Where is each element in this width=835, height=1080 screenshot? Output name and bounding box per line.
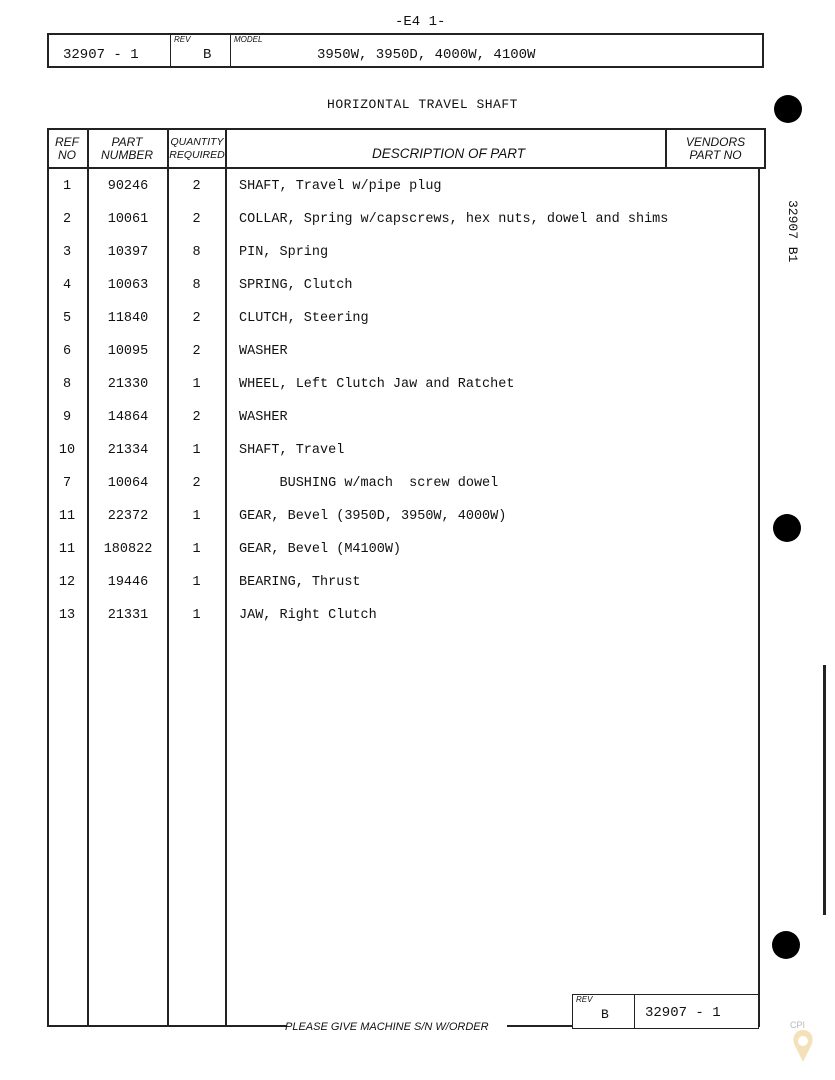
table-row [47, 542, 766, 564]
doc-number: 32907 - 1 [63, 47, 139, 63]
col-header-vendors-line1: VENDORS [685, 135, 746, 149]
col-header-part-line2: NUMBER [100, 148, 153, 162]
row-quantity: 2 [192, 179, 201, 194]
row-part-number: 22372 [107, 509, 149, 524]
row-part-number: 21330 [107, 377, 149, 392]
table-row [47, 377, 766, 399]
row-part-number: 21334 [107, 443, 149, 458]
row-part-number: 21331 [107, 608, 149, 623]
table-row [47, 344, 766, 366]
row-part-number: 10095 [107, 344, 149, 359]
row-description: BUSHING w/mach screw dowel [239, 476, 499, 491]
row-quantity: 1 [192, 443, 201, 458]
row-description: WHEEL, Left Clutch Jaw and Ratchet [239, 377, 515, 392]
rev-cell [171, 35, 231, 66]
table-row [47, 410, 766, 432]
col-header-vendors-line2: PART NO [689, 148, 742, 162]
row-description: JAW, Right Clutch [239, 608, 377, 623]
table-top-border [47, 128, 766, 130]
col-header-ref-line2: NO [58, 148, 76, 162]
table-row [47, 575, 766, 597]
row-ref: 6 [62, 344, 72, 359]
table-row [47, 278, 766, 300]
table-row [47, 443, 766, 465]
footer-doc-number: 32907 - 1 [645, 1005, 721, 1021]
row-ref: 11 [58, 542, 76, 557]
row-ref: 8 [62, 377, 72, 392]
footer-rev-cell [573, 995, 635, 1028]
table-row [47, 608, 766, 630]
margin-mark [823, 665, 826, 915]
row-description: WASHER [239, 344, 288, 359]
row-part-number: 10064 [107, 476, 149, 491]
row-part-number: 11840 [107, 311, 149, 326]
col-header-part-line1: PART [111, 135, 143, 149]
table-header-divider [47, 167, 766, 169]
page-code: -E4 1- [395, 14, 446, 30]
table-row [47, 245, 766, 267]
col-header-description: DESCRIPTION OF PART [372, 146, 526, 161]
row-part-number: 180822 [103, 542, 153, 557]
row-ref: 12 [58, 575, 76, 590]
footer-rev-label: REV [576, 995, 593, 1004]
row-ref: 5 [62, 311, 72, 326]
row-ref: 11 [58, 509, 76, 524]
row-part-number: 14864 [107, 410, 149, 425]
model-cell [231, 35, 764, 66]
row-description: SHAFT, Travel [239, 443, 345, 458]
row-part-number: 10397 [107, 245, 149, 260]
row-ref: 2 [62, 212, 72, 227]
row-ref: 4 [62, 278, 72, 293]
table-row [47, 179, 766, 201]
row-ref: 9 [62, 410, 72, 425]
row-quantity: 2 [192, 344, 201, 359]
row-description: GEAR, Bevel (3950D, 3950W, 4000W) [239, 509, 507, 524]
row-quantity: 2 [192, 311, 201, 326]
col-header-qty [167, 136, 227, 162]
binder-hole-icon [773, 514, 801, 542]
side-stamp: 32907 B1 [785, 200, 800, 263]
table-row [47, 509, 766, 531]
rev-label: REV [174, 35, 191, 44]
col-header-qty-line2: REQUIRED [169, 149, 225, 161]
doc-number-cell [49, 35, 171, 66]
row-ref: 3 [62, 245, 72, 260]
row-description: CLUTCH, Steering [239, 311, 369, 326]
logo-icon [786, 1020, 820, 1070]
row-description: WASHER [239, 410, 288, 425]
table-row [47, 311, 766, 333]
table-row [47, 476, 766, 498]
row-quantity: 2 [192, 212, 201, 227]
row-description: GEAR, Bevel (M4100W) [239, 542, 402, 557]
row-ref: 13 [58, 608, 76, 623]
col-header-ref-line1: REF [55, 135, 79, 149]
table-row [47, 212, 766, 234]
col-header-part [87, 136, 167, 162]
row-quantity: 1 [192, 575, 201, 590]
row-part-number: 19446 [107, 575, 149, 590]
row-ref: 10 [58, 443, 76, 458]
col-header-ref [47, 136, 87, 162]
row-description: SHAFT, Travel w/pipe plug [239, 179, 442, 194]
table-bottom-mid-border [507, 1025, 573, 1027]
parts-table [47, 128, 766, 1027]
row-part-number: 10063 [107, 278, 149, 293]
row-quantity: 2 [192, 476, 201, 491]
row-ref: 1 [62, 179, 72, 194]
row-quantity: 8 [192, 278, 201, 293]
row-ref: 7 [62, 476, 72, 491]
header-box [47, 33, 764, 68]
row-description: BEARING, Thrust [239, 575, 361, 590]
row-quantity: 1 [192, 542, 201, 557]
col-header-vendors [667, 136, 764, 162]
footer-rev-box [572, 994, 759, 1029]
row-quantity: 8 [192, 245, 201, 260]
model-label: MODEL [234, 35, 263, 44]
binder-hole-icon [774, 95, 802, 123]
footer-note: PLEASE GIVE MACHINE S/N W/ORDER [285, 1021, 489, 1033]
footer-rev-value: B [601, 1007, 609, 1022]
row-quantity: 1 [192, 608, 201, 623]
page-title: HORIZONTAL TRAVEL SHAFT [327, 97, 518, 112]
row-quantity: 1 [192, 509, 201, 524]
row-part-number: 90246 [107, 179, 149, 194]
logo-text: CPI [790, 1020, 806, 1030]
col-header-qty-line1: QUANTITY [170, 136, 224, 148]
row-description: SPRING, Clutch [239, 278, 353, 293]
row-description: COLLAR, Spring w/capscrews, hex nuts, dowel and shims [239, 212, 669, 227]
model-value: 3950W, 3950D, 4000W, 4100W [317, 47, 536, 63]
row-quantity: 2 [192, 410, 201, 425]
row-part-number: 10061 [107, 212, 149, 227]
binder-hole-icon [772, 931, 800, 959]
row-quantity: 1 [192, 377, 201, 392]
row-description: PIN, Spring [239, 245, 329, 260]
rev-value: B [203, 47, 212, 63]
col-line-right-top [764, 128, 766, 168]
